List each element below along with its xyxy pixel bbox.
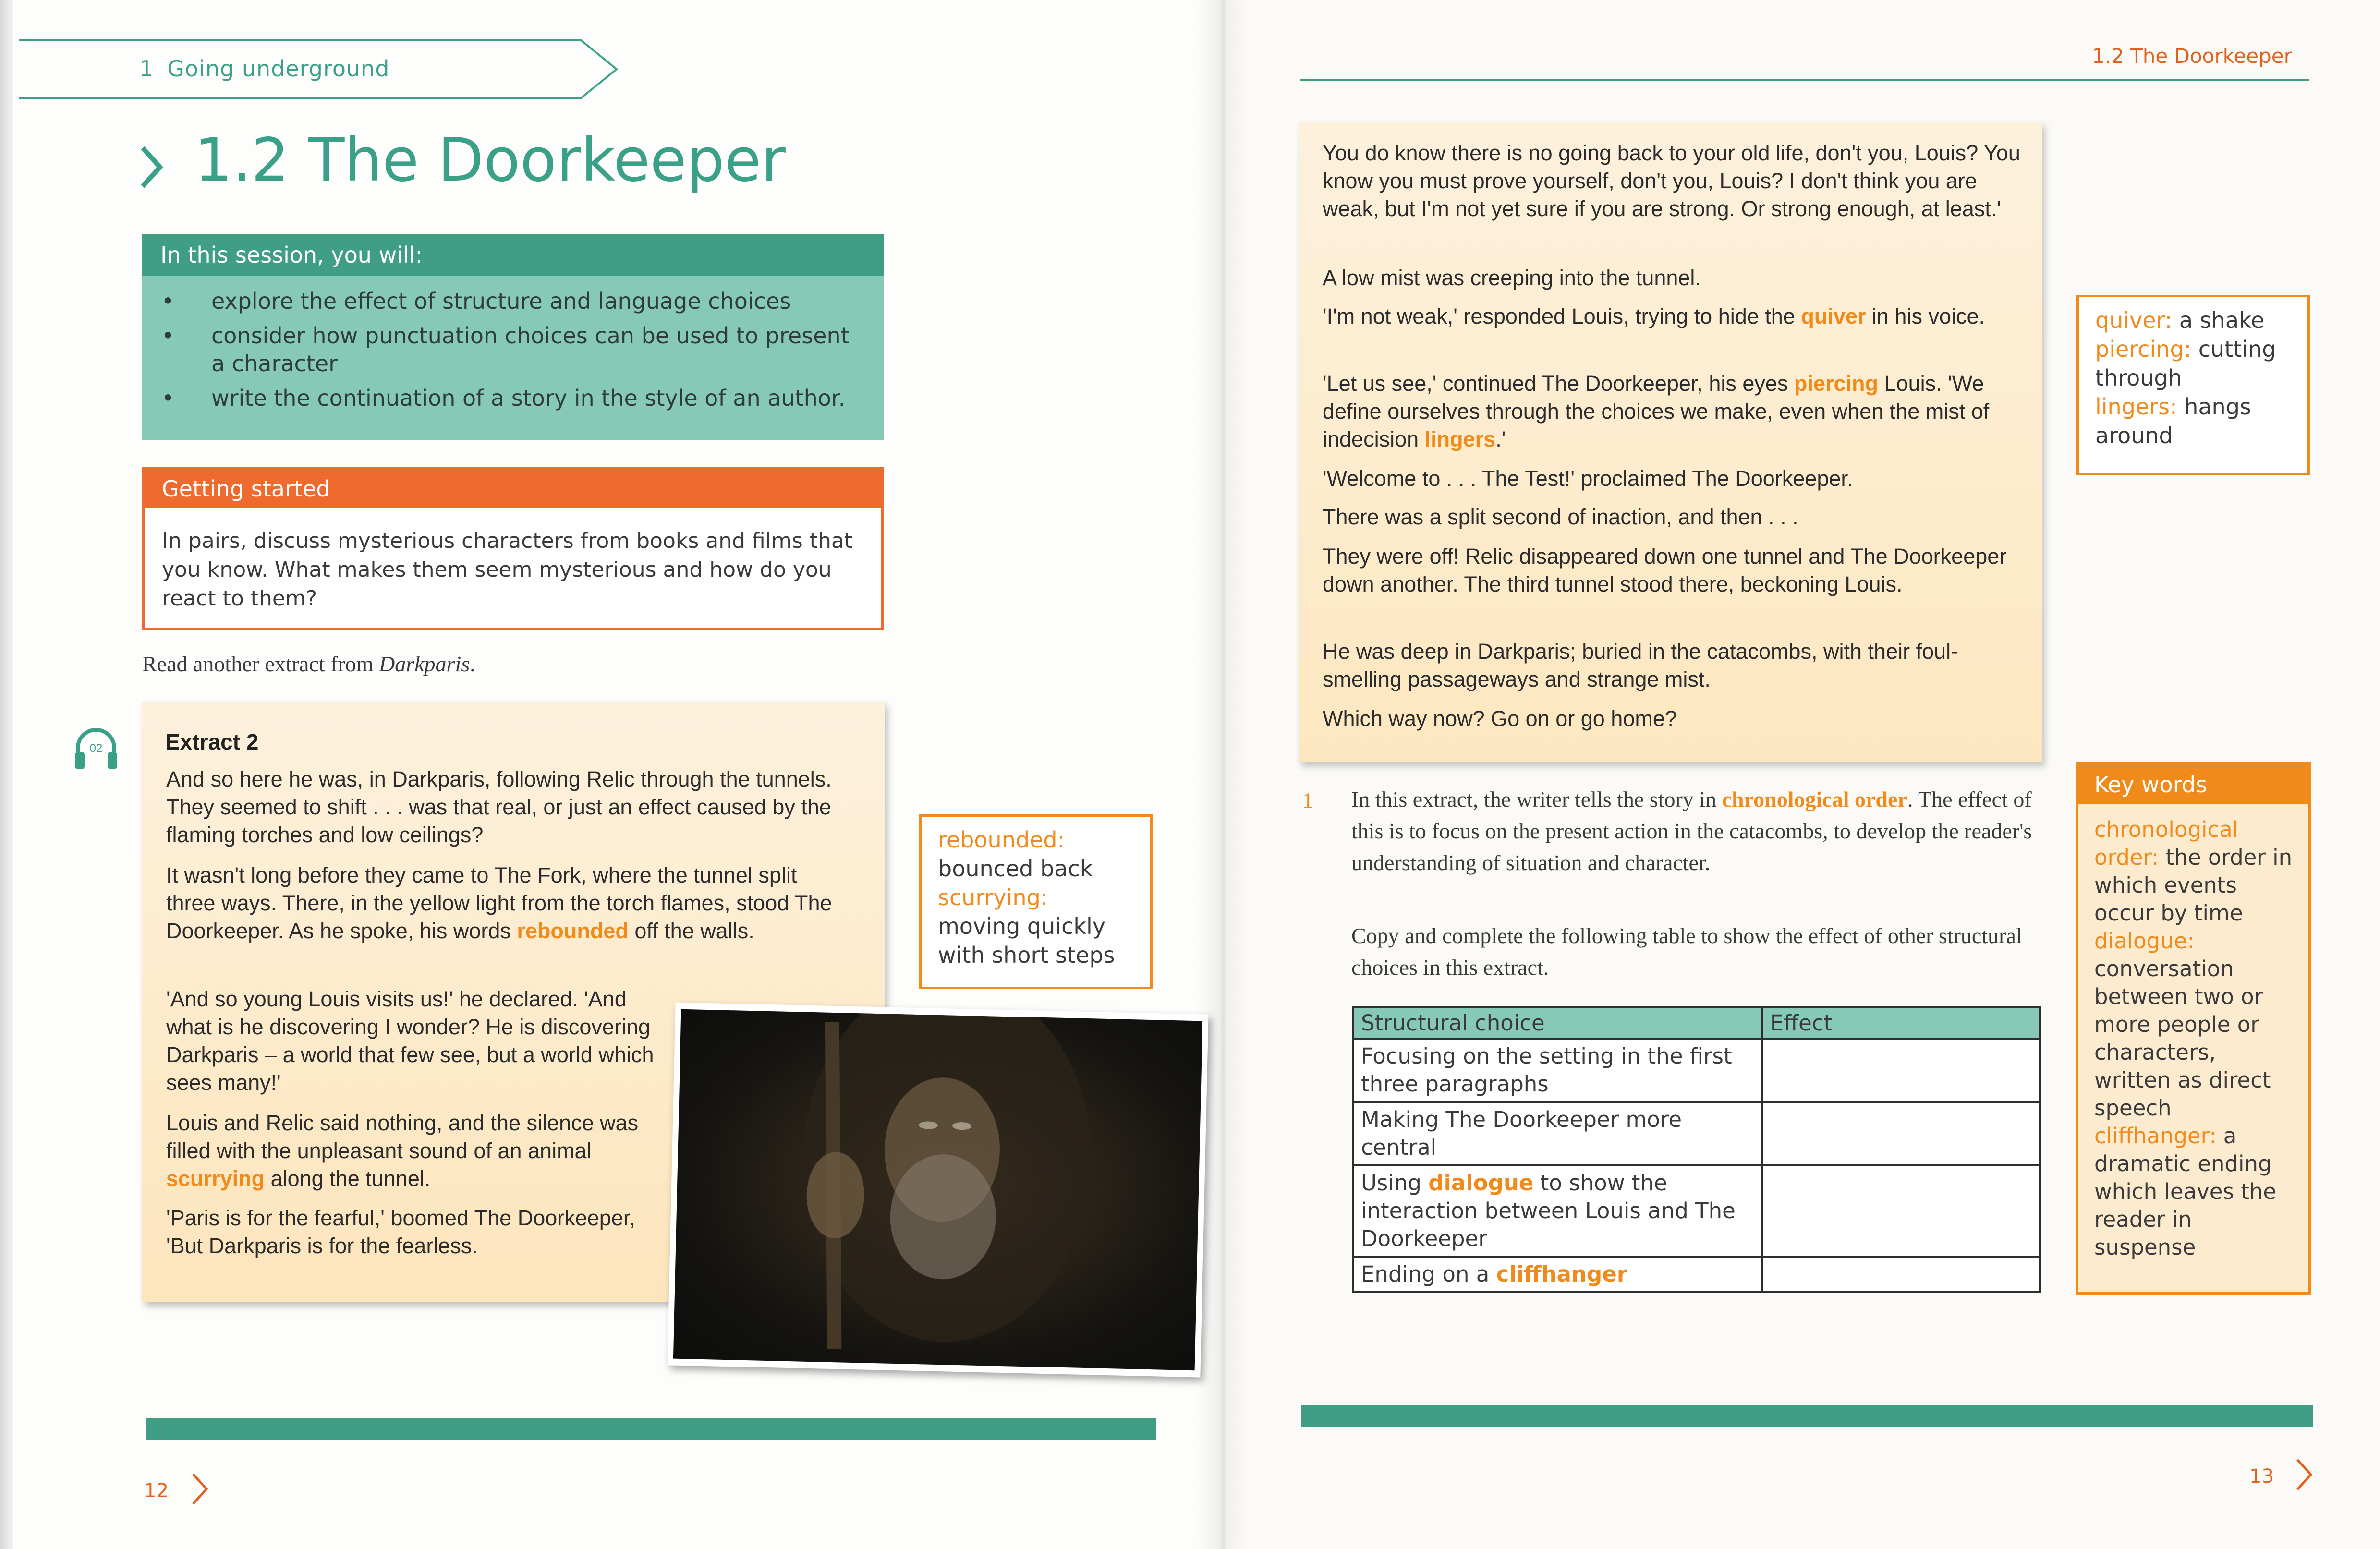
key-term: dialogue <box>1428 1170 1534 1196</box>
session-box <box>142 234 884 440</box>
extract-paragraph: A low mist was creeping into the tunnel. <box>1323 266 1701 290</box>
question-instruction: Copy and complete the following table to show the effect of other structural choices in this extract. <box>1351 923 2022 980</box>
table-cell-effect[interactable] <box>1762 1039 2040 1102</box>
glossed-word: rebounded <box>517 919 629 943</box>
extract-title: Extract 2 <box>165 729 259 754</box>
table-cell-choice: Focusing on the setting in the first three paragraphs <box>1353 1039 1762 1102</box>
key-word-entry <box>2094 927 2296 1122</box>
glossary-word: piercing: <box>2095 336 2192 362</box>
key-term: chronological order <box>1722 787 1907 811</box>
chapter-label: Going underground <box>167 56 390 82</box>
glossary-word: quiver: <box>2095 307 2173 333</box>
question-number: 1 <box>1302 788 1313 812</box>
key-word-entry <box>2094 816 2296 927</box>
header-rule <box>1300 79 2309 81</box>
extract-paragraph: It wasn't long before they came to The Fork, where the tunnel split three ways. There, in the yellow light from the torch flames, stood The Doorkeeper. As he spoke, his words rebounded off the walls. <box>166 863 832 943</box>
key-words-box <box>2076 762 2311 1295</box>
table-row <box>1353 1165 2040 1257</box>
audio-track-number: 02 <box>89 742 103 755</box>
question-text: In this extract, the writer tells the story in chronological order. The effect of this is to focus on the present action in the catacombs, to develop the reader's understanding of situation and character. <box>1351 787 2032 875</box>
key-word-entry <box>2094 1122 2296 1261</box>
footer-bar <box>1301 1405 2313 1427</box>
extract-paragraph: 'Paris is for the fearful,' boomed The Doorkeeper, 'But Darkparis is for the fearless. <box>166 1206 635 1258</box>
key-word: dialogue: <box>2094 928 2195 954</box>
table-header-row <box>1353 1007 2040 1039</box>
extract-paragraph: There was a split second of inaction, and then . . . <box>1323 505 1798 529</box>
key-word: chronological order: <box>2094 817 2239 870</box>
glossary-box <box>919 814 1153 989</box>
extract-paragraph: 'Welcome to . . . The Test!' proclaimed The Doorkeeper. <box>1323 466 1853 491</box>
doorkeeper-figure <box>673 1009 1202 1370</box>
book-title: Darkparis <box>379 652 470 676</box>
table-cell-effect[interactable] <box>1762 1257 2040 1292</box>
glossary-definition: hangs around <box>2095 394 2251 448</box>
key-word: cliffhanger: <box>2094 1123 2217 1149</box>
key-words-heading: Key words <box>2078 765 2308 804</box>
photo-image <box>673 1009 1202 1370</box>
session-item: • explore the effect of structure and language choices <box>161 287 862 315</box>
chevron-right-icon <box>137 143 166 191</box>
session-heading: In this session, you will: <box>142 234 884 276</box>
chapter-header <box>139 56 390 82</box>
extract-paragraph: Louis and Relic said nothing, and the silence was filled with the unpleasant sound of an animal scurrying along the tunnel. <box>166 1111 639 1191</box>
table-row <box>1353 1257 2040 1292</box>
chevron-right-icon[interactable] <box>2295 1458 2314 1491</box>
session-item: • write the continuation of a story in the style of an author. <box>161 384 862 412</box>
glossary-entry <box>938 883 1134 969</box>
getting-started-box <box>142 467 884 630</box>
page-number: 12 <box>144 1480 169 1502</box>
table-cell-effect[interactable] <box>1762 1165 2040 1257</box>
key-word-definition: conversation between two or more people or characters, written as direct speech <box>2094 956 2271 1121</box>
table-header: Structural choice <box>1353 1007 1762 1039</box>
read-instruction: Read another extract from Darkparis. <box>142 652 475 676</box>
extract-paragraph: And so here he was, in Darkparis, following Relic through the tunnels. They seemed to shift . . . was that real, or just an effect caused by the flaming torches and low ceilings? <box>166 767 832 847</box>
glossed-word: quiver <box>1801 304 1866 328</box>
extract-paragraph: 'And so young Louis visits us!' he declared. 'And what is he discovering I wonder? He is discovering Darkparis – a world that few see, but a world which sees many!' <box>166 987 654 1095</box>
getting-started-heading: Getting started <box>145 469 881 508</box>
extract-paragraph: You do know there is no going back to your old life, don't you, Louis? You know you must prove yourself, don't you, Louis? I don't think you are weak, but I'm not yet sure if you are strong. Or strong enough, at least.' <box>1323 141 2020 221</box>
chevron-right-icon[interactable] <box>190 1472 209 1506</box>
key-word-definition: the order in which events occur by time <box>2094 845 2293 926</box>
page-title: 1.2 The Doorkeeper <box>194 126 786 195</box>
structural-choice-table <box>1352 1006 2041 1293</box>
glossed-word: scurrying <box>166 1166 265 1191</box>
glossary-word: rebounded: <box>938 827 1065 853</box>
key-term: cliffhanger <box>1496 1261 1627 1287</box>
key-words-list <box>2094 816 2296 1261</box>
table-cell-choice: Ending on a cliffhanger <box>1353 1257 1762 1292</box>
glossary-word: scurrying: <box>938 884 1048 910</box>
glossed-word: piercing <box>1794 371 1879 396</box>
session-item: • consider how punctuation choices can be used to present a character <box>161 322 862 377</box>
extract-paragraph: 'I'm not weak,' responded Louis, trying to hide the quiver in his voice. <box>1323 304 1985 328</box>
session-list <box>161 287 862 419</box>
glossary-entry <box>2095 335 2291 392</box>
glossary-entry <box>938 825 1134 883</box>
glossary-definition: a shake <box>2172 307 2265 333</box>
table-cell-effect[interactable] <box>1762 1102 2040 1165</box>
table-cell-choice: Using dialogue to show the interaction between Louis and The Doorkeeper <box>1353 1165 1762 1257</box>
book-edge <box>0 0 13 1549</box>
doorkeeper-photo <box>668 1003 1209 1378</box>
glossary-definition: moving quickly with short steps <box>938 913 1115 968</box>
glossary-definition: cutting through <box>2095 336 2276 391</box>
extract-paragraph: Which way now? Go on or go home? <box>1323 706 1677 731</box>
glossary-entry <box>2095 392 2291 450</box>
extract-2-continued-box <box>1299 122 2042 762</box>
page-number: 13 <box>2249 1465 2274 1488</box>
table-cell-choice: Making The Doorkeeper more central <box>1353 1102 1762 1165</box>
extract-paragraph: They were off! Relic disappeared down one tunnel and The Doorkeeper down another. The third tunnel stood there, beckoning Louis. <box>1323 544 2007 596</box>
table-row <box>1353 1102 2040 1165</box>
page-header: 1.2 The Doorkeeper <box>2092 44 2292 68</box>
key-word-definition: a dramatic ending which leaves the reader in suspense <box>2094 1123 2277 1260</box>
chapter-number: 1 <box>139 56 154 82</box>
extract-paragraph: He was deep in Darkparis; buried in the catacombs, with their foul-smelling passageways and strange mist. <box>1323 639 1958 691</box>
headphones-icon[interactable] <box>73 725 119 773</box>
glossary-box <box>2076 295 2310 475</box>
table-row <box>1353 1039 2040 1102</box>
extract-paragraph: 'Let us see,' continued The Doorkeeper, his eyes piercing Louis. 'We define ourselves through the choices we make, even when the mist of indecision lingers.' <box>1323 371 1990 451</box>
getting-started-body: In pairs, discuss mysterious characters from books and films that you know. What makes them seem mysterious and how do you react to them? <box>162 529 853 611</box>
glossary-word: lingers: <box>2095 394 2177 420</box>
glossary-definition: bounced back <box>938 856 1093 882</box>
book-spine <box>1196 0 1249 1549</box>
table-header: Effect <box>1762 1007 2040 1039</box>
glossed-word: lingers <box>1424 427 1496 451</box>
footer-bar <box>146 1418 1156 1440</box>
glossary-entry <box>2095 306 2291 335</box>
